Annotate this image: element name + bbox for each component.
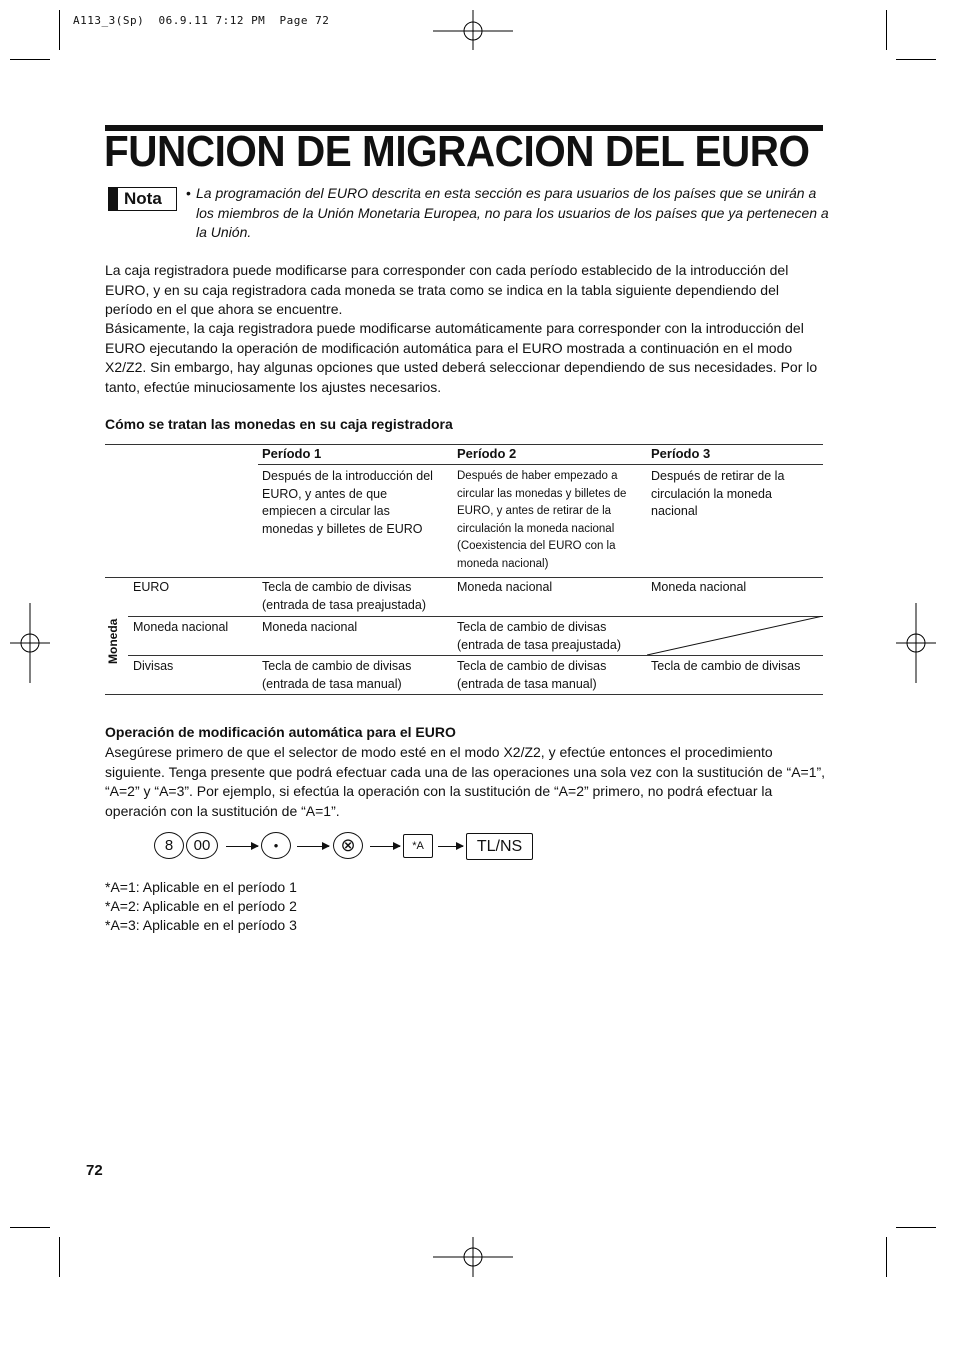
arrow-icon <box>297 846 329 847</box>
note-badge <box>108 187 177 211</box>
note-text: La programación del EURO descrita en esta sección es para usuarios de los países que se unirán a los miembros de la Unión Monetaria Europea, no para los usuarios de los países que ya pertenecen a la Unión. <box>196 185 829 240</box>
footnote-a2: *A=2: Aplicable en el período 2 <box>105 898 297 914</box>
print-slug: A113_3(Sp) 06.9.11 7:12 PM Page 72 <box>73 14 330 27</box>
intro-paragraph-1: La caja registradora puede modificarse para corresponder con cada período establecido de la introducción del EURO, y en su caja registradora cada moneda se trata como se indica en la tabla siguiente dependiendo del período en el que ahora se encuentre. <box>105 262 789 317</box>
page-title: FUNCION DE MIGRACION DEL EURO <box>104 127 810 176</box>
registration-mark-right <box>896 603 936 683</box>
arrow-icon <box>226 846 258 847</box>
key-tl-ns: TL/NS <box>466 833 533 860</box>
key-decimal-point: • <box>261 832 291 859</box>
period-2-description: Después de haber empezado a circular las monedas y billetes de EURO, y antes de retirar de la circulación la moneda nacional (Coexistencia del EURO con la moneda nacional) <box>457 470 627 570</box>
intro-paragraph-2: Básicamente, la caja registradora puede modificarse automáticamente para corresponder con la introducción del EURO ejecutando la operación de modificación automática para el EURO mostrada a continuación en el modo X2/Z2. Sin embargo, hay algunas opciones que usted deberá seleccionar dependiendo de sus necesidades. Por lo tanto, efectúe minuciosamente los ajustes necesarios. <box>105 320 818 395</box>
registration-mark-left <box>10 603 50 683</box>
table-cell: Tecla de cambio de divisas <box>651 659 801 673</box>
key-8: 8 <box>154 832 184 859</box>
note-text-block <box>186 184 831 243</box>
column-header-periodo-3: Período 3 <box>651 446 711 461</box>
table-cell: Moneda nacional <box>262 620 358 634</box>
multiply-key-icon: ⊗ <box>333 832 363 859</box>
row-label-moneda-nacional: Moneda nacional <box>133 620 229 634</box>
note-bullet: • <box>186 185 191 201</box>
table-cell: Tecla de cambio de divisas (entrada de tasa manual) <box>457 659 607 691</box>
footnote-a1: *A=1: Aplicable en el período 1 <box>105 879 297 895</box>
table-heading: Cómo se tratan las monedas en su caja registradora <box>105 416 453 432</box>
operation-text: Asegúrese primero de que el selector de modo esté en el modo X2/Z2, y efectúe entonces el procedimiento siguiente. Tenga presente que podrá efectuar cada una de las operaciones una sola vez con la sustitución de “A=1”, “A=2” y “A=3”. Por ejemplo, si efectúa la operación con la sustitución de “A=2” primero, no podrá efectuar la operación con la sustitución de “A=1”. <box>105 744 826 819</box>
table-cell: Tecla de cambio de divisas (entrada de tasa preajustada) <box>457 620 621 652</box>
arrow-icon <box>438 846 463 847</box>
registration-mark-top <box>433 10 513 50</box>
table-cell: Tecla de cambio de divisas (entrada de tasa preajustada) <box>262 580 426 612</box>
table-cell: Tecla de cambio de divisas (entrada de tasa manual) <box>262 659 412 691</box>
row-label-euro: EURO <box>133 580 170 594</box>
key-00: 00 <box>186 832 218 859</box>
period-1-description: Después de la introducción del EURO, y antes de que empiecen a circular las monedas y billetes de EURO <box>262 469 433 536</box>
column-header-periodo-2: Período 2 <box>457 446 517 461</box>
table-cell: Moneda nacional <box>651 580 747 594</box>
period-3-description: Después de retirar de la circulación la moneda nacional <box>651 469 785 518</box>
operation-heading: Operación de modificación automática para el EURO <box>105 724 456 740</box>
footnote-a3: *A=3: Aplicable en el período 3 <box>105 917 297 933</box>
page-number: 72 <box>86 1162 103 1179</box>
note-badge-label: Nota <box>124 189 162 208</box>
note-badge-bar <box>109 188 118 210</box>
moneda-side-label: Moneda <box>106 618 120 664</box>
empty-cell-diagonal <box>647 616 823 655</box>
arrow-icon <box>370 846 400 847</box>
key-a-value: *A <box>403 834 433 858</box>
row-label-divisas: Divisas <box>133 659 174 673</box>
table-cell: Moneda nacional <box>457 580 553 594</box>
registration-mark-bottom <box>433 1237 513 1277</box>
column-header-periodo-1: Período 1 <box>262 446 322 461</box>
